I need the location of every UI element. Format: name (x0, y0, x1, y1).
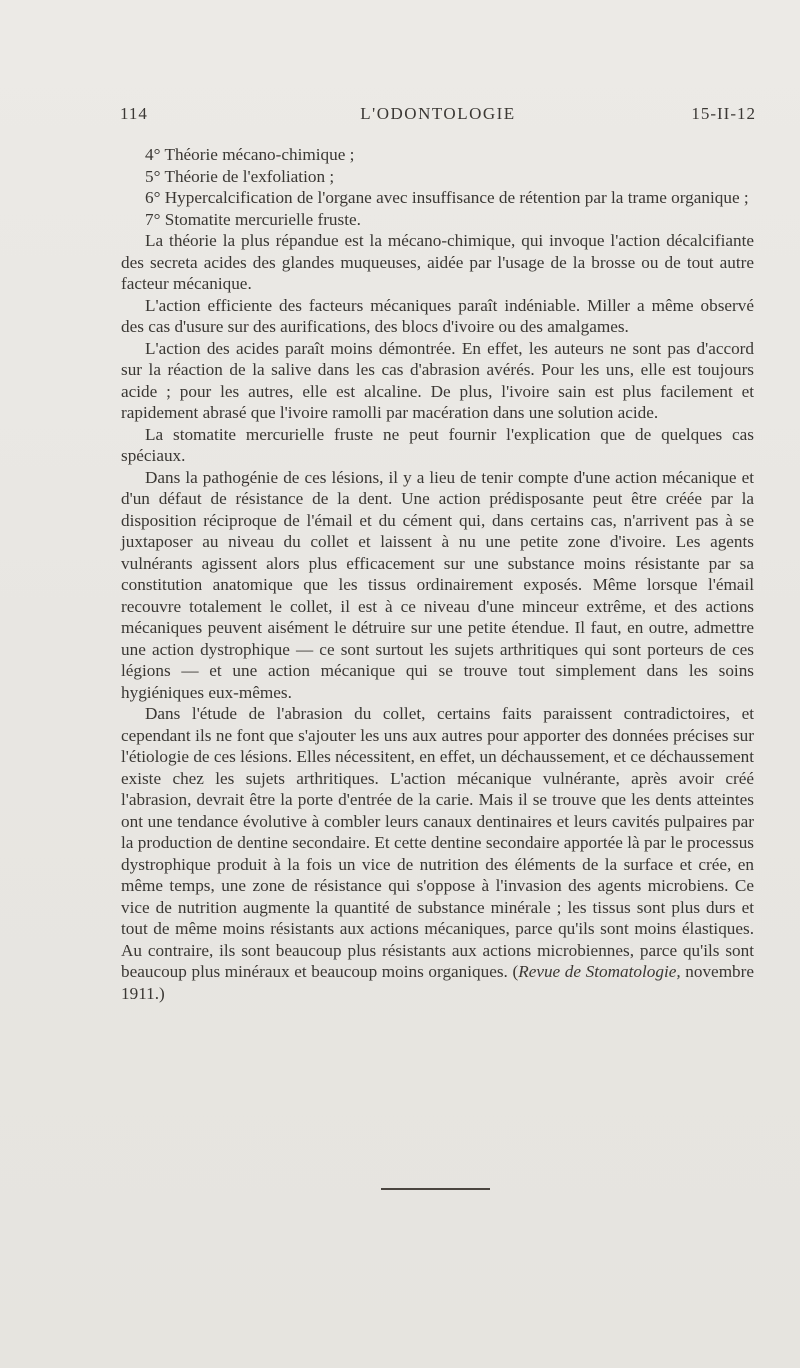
citation-open: ( (507, 962, 519, 981)
page-number: 114 (120, 104, 148, 123)
body-text (121, 144, 754, 1004)
end-rule (381, 1188, 490, 1190)
paragraph-mecano-chimique: La théorie la plus répandue est la mécano-chimique, qui invoque l'action décalcifiante des secreta acides des glandes muqueuses, aidée par l'usage de la brosse ou de tout autre facteur mécanique. (121, 231, 754, 293)
paragraph-pathogenie: Dans la pathogénie de ces lésions, il y a lieu de tenir compte d'une action mécanique et d'un défaut de résistance de la dent. Une action prédisposante peut être créée par la disposition réciproque de l'émail et du cément qui, dans certains cas, n'arrivent pas à se juxtaposer au niveau du collet et laissent à nu une petite zone d'ivoire. Les agents vulnérants agissent alors plus efficacement sur une substance moins résistante par sa constitution anatomique que les tissus ordinairement exposés. Même lorsque l'émail recouvre totalement le collet, il est à ce niveau d'une minceur extrême, et des actions mécaniques peuvent aisément le détruire sur une petite étendue. Il faut, en outre, admettre une action dystrophique — ce sont surtout les sujets arthritiques qui sont porteurs de ces légions — et une action mécanique qui se trouve tout simplement dans les soins hygiéniques eux-mêmes. (121, 467, 754, 702)
theory-item-5: 5° Théorie de l'exfoliation ; (145, 166, 335, 186)
theory-item-7: 7° Stomatite mercurielle fruste. (145, 209, 361, 229)
paragraph-facteurs-mecaniques: L'action efficiente des facteurs mécaniques paraît indéniable. Miller a même observé des cas d'usure sur des aurifications, des blocs d'ivoire ou des amalgames. (121, 295, 754, 336)
issue-date: 15-II-12 (691, 104, 756, 123)
theory-item-4: 4° Théorie mécano-chimique ; (145, 145, 355, 164)
citation-date: novembre 1911.) (121, 962, 755, 1003)
paragraph-abrasion-text: Dans l'étude de l'abrasion du collet, certains faits paraissent contradictoires, et cependant ils ne font que s'ajouter les uns aux autres pour apporter des données précises sur l'étiologie de ces lésions. Elles nécessitent, en effet, un déchaussement, et ce déchaussement existe chez les sujets arthritiques. L'action mécanique vulnérante, après avoir créé l'abrasion, devrait être la porte d'entrée de la carie. Mais il se trouve que les dents atteintes ont une tendance évolutive à combler leurs canaux dentinaires et leurs cavités pulpaires par la production de dentine secondaire. Et cette dentine secondaire apportée là par le processus dystrophique produit à la fois un vice de nutrition des éléments de la surface et crée, en même temps, une zone de résistance qui s'oppose à l'invasion des agents microbiens. Ce vice de nutrition augmente la quantité de substance minérale ; les tissus sont plus durs et tout de même moins résistants aux actions mécaniques, parce qu'ils sont moins élastiques. Au contraire, ils sont beaucoup plus résistants aux actions microbiennes, parce qu'ils sont beaucoup plus minéraux et beaucoup moins organiques. (121, 704, 754, 981)
theory-item-6: 6° Hypercalcification de l'organe avec insuffisance de rétention par la trame organique ; (145, 188, 749, 207)
running-title: L'ODONTOLOGIE (360, 104, 516, 123)
paragraph-abrasion-collet (121, 703, 754, 1004)
paragraph-action-acides: L'action des acides paraît moins démontrée. En effet, les auteurs ne sont pas d'accord sur la réaction de la salive dans les cas d'abrasion avérés. Pour les uns, elle est toujours acide ; pour les autres, elle est alcaline. De plus, l'ivoire sain est plus facilement et rapidement abrasé que l'ivoire ramolli par macération dans une solution acide. (121, 338, 754, 422)
page-header (120, 104, 756, 130)
paragraph-stomatite: La stomatite mercurielle fruste ne peut fournir l'explication que de quelques cas spéciaux. (121, 424, 754, 465)
citation-journal: Revue de Stomatologie, (518, 962, 681, 981)
